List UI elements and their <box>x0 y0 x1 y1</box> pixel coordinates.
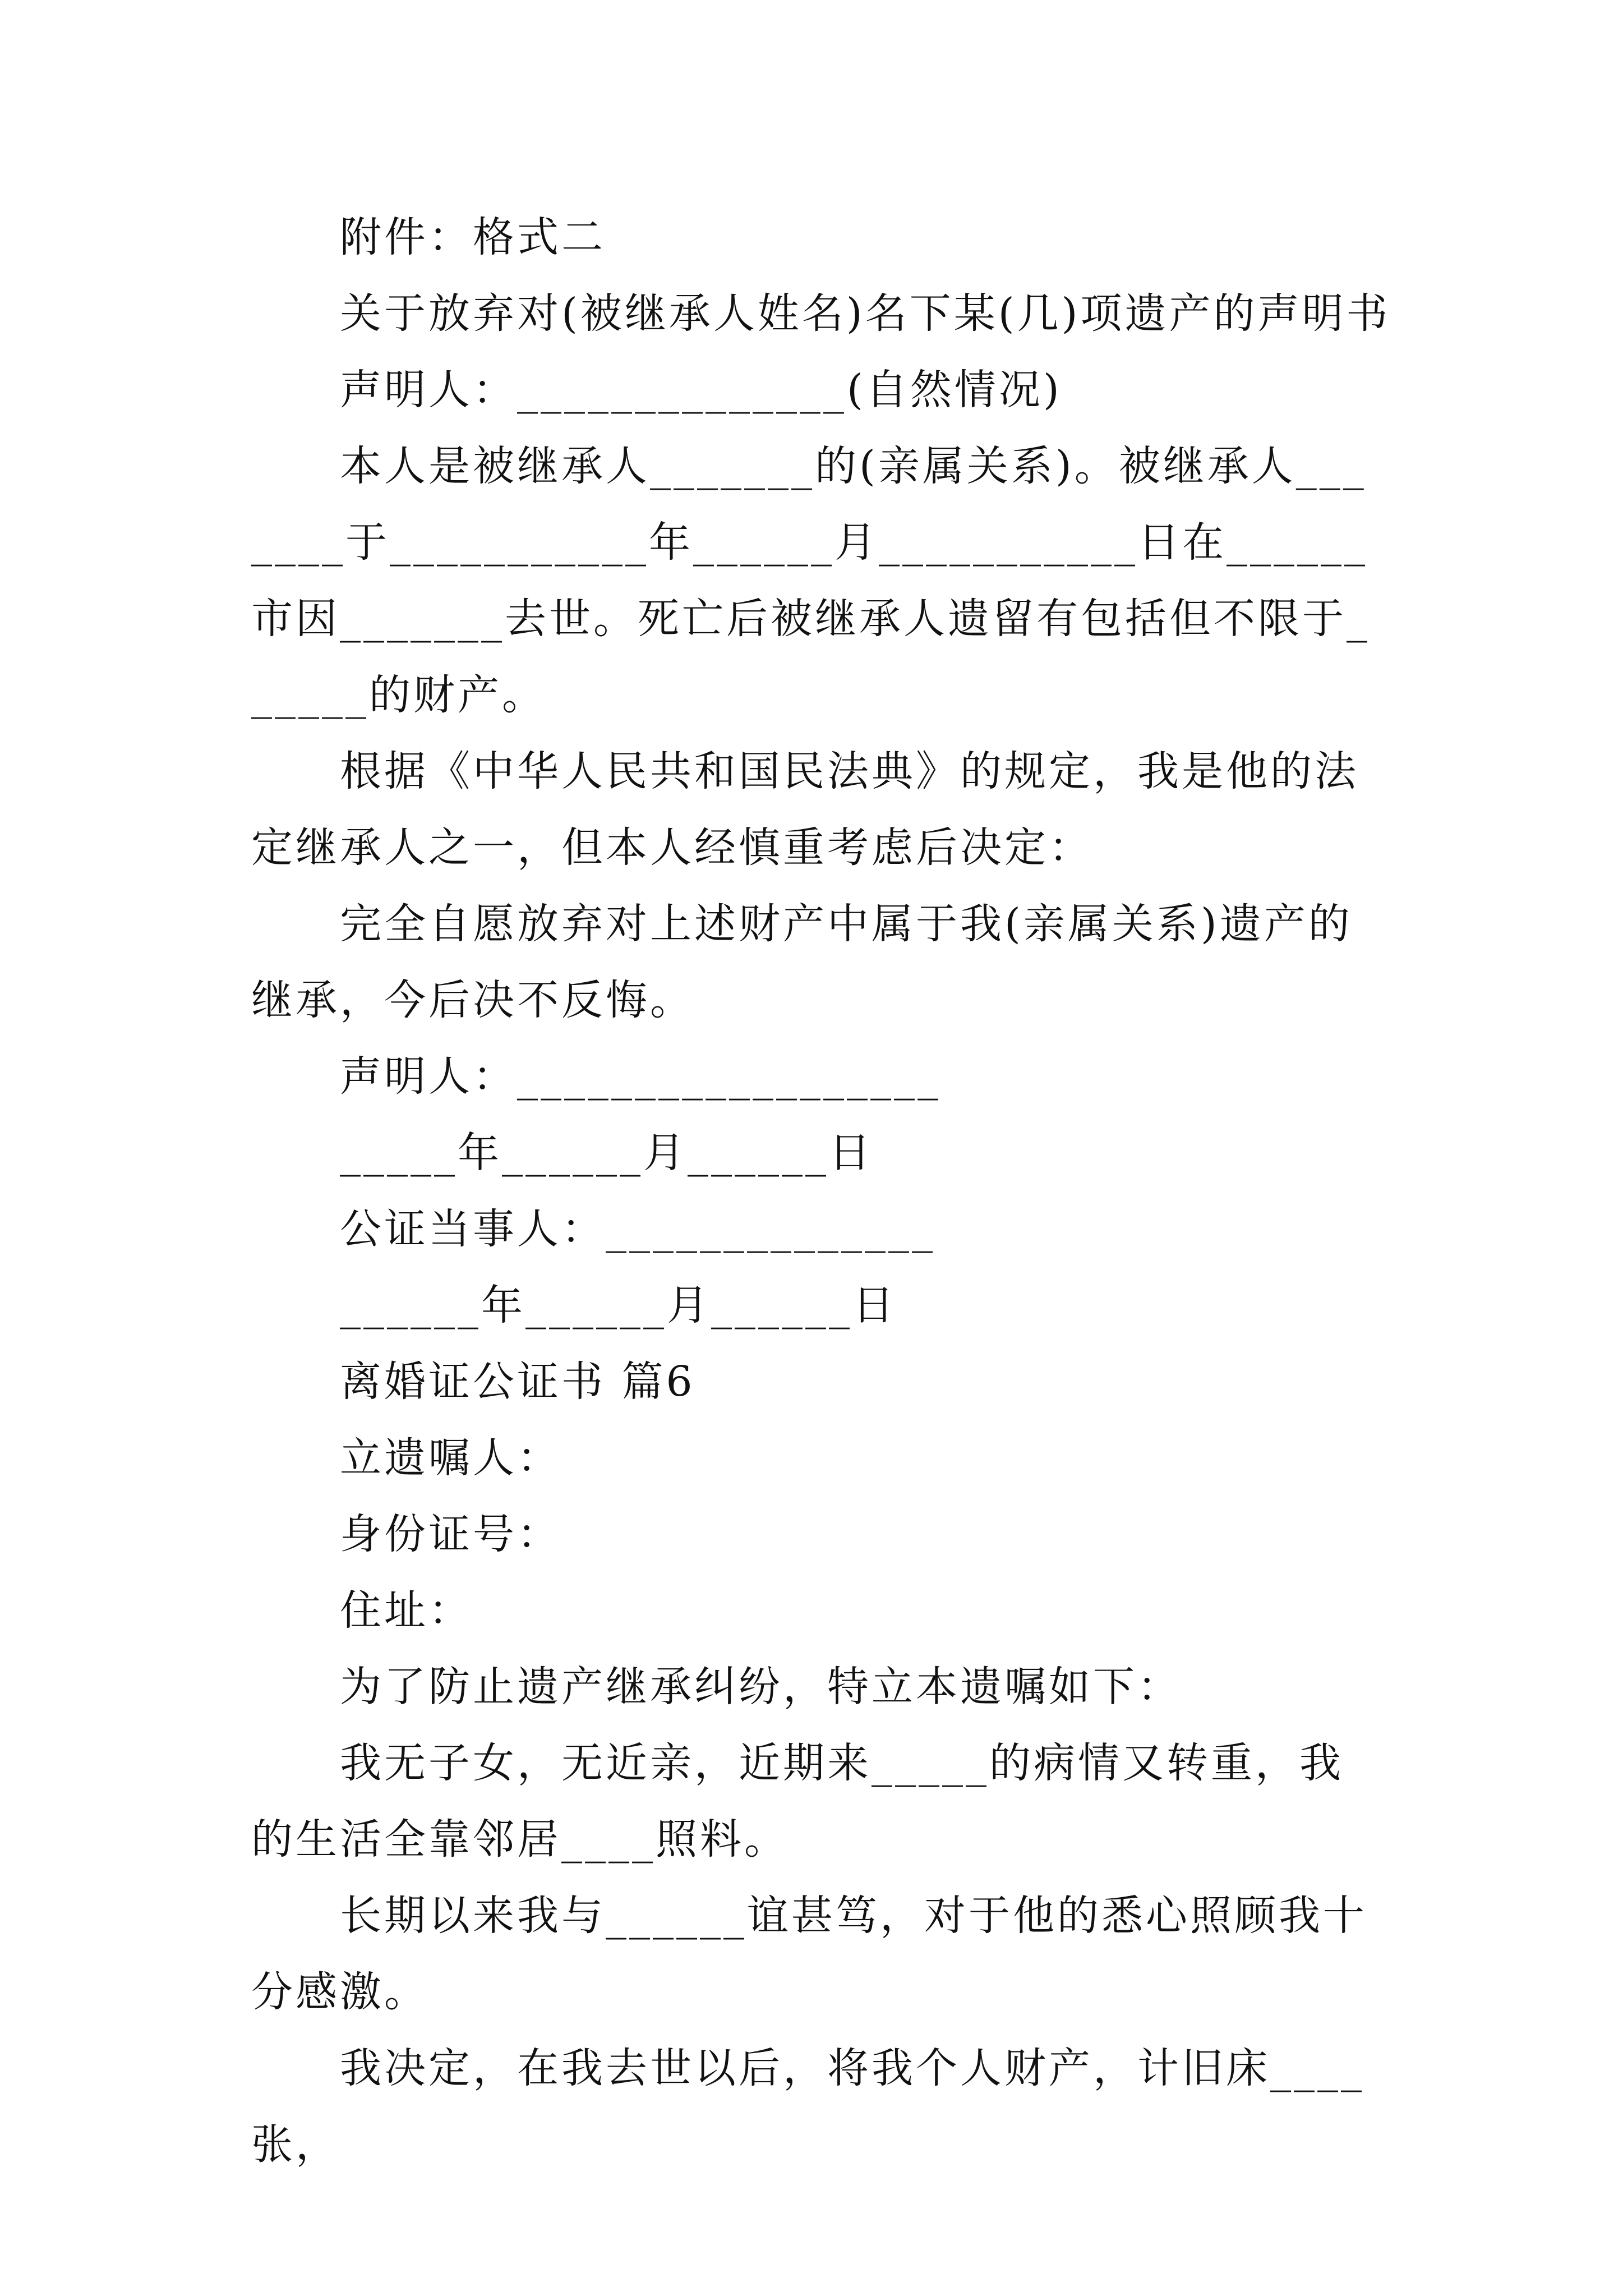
declarant-signature-line: 声明人：__________________ <box>340 1052 941 1101</box>
notary-date-line: ______年______月______日 <box>340 1281 897 1329</box>
attachment-label: 附件：格式二 <box>340 213 606 261</box>
family-situation-paragraph: 我无子女，无近亲，近期来_____的病情又转重，我的生活全靠邻居____照料。 <box>251 1739 1344 1864</box>
declaration-title: 关于放弃对(被继承人姓名)名下某(几)项遗产的声明书 <box>340 289 1391 338</box>
legal-basis-paragraph: 根据《中华人民共和国民法典》的规定，我是他的法定继承人之一，但本人经慎重考虑后决定： <box>251 747 1359 872</box>
section-heading: 离婚证公证书 篇6 <box>340 1358 695 1406</box>
renunciation-paragraph: 完全自愿放弃对上述财产中属于我(亲属关系)遗产的继承，今后决不反悔。 <box>251 900 1353 1024</box>
id-number-line: 身份证号： <box>340 1510 561 1558</box>
relation-paragraph: 本人是被继承人_______的(亲属关系)。被继承人_______于___________年______月___________日在______市因_______去世。死亡后被继承人遗留有包括但不限于______的财产。 <box>251 442 1370 719</box>
will-purpose-paragraph: 为了防止遗产继承纠纷，特立本遗嘱如下： <box>340 1663 1182 1711</box>
document-body <box>251 199 1391 2183</box>
gratitude-paragraph: 长期以来我与______谊甚笃，对于他的悉心照顾我十分感激。 <box>251 1892 1367 2016</box>
notary-party-line: 公证当事人：______________ <box>340 1205 935 1253</box>
declarant-line: 声明人：______________(自然情况) <box>340 366 1062 414</box>
testator-line: 立遗嘱人： <box>340 1434 561 1482</box>
address-line: 住址： <box>340 1586 473 1635</box>
declarant-date-line: _____年______月______日 <box>340 1129 873 1177</box>
bequest-paragraph: 我决定，在我去世以后，将我个人财产，计旧床____张， <box>251 2044 1364 2169</box>
